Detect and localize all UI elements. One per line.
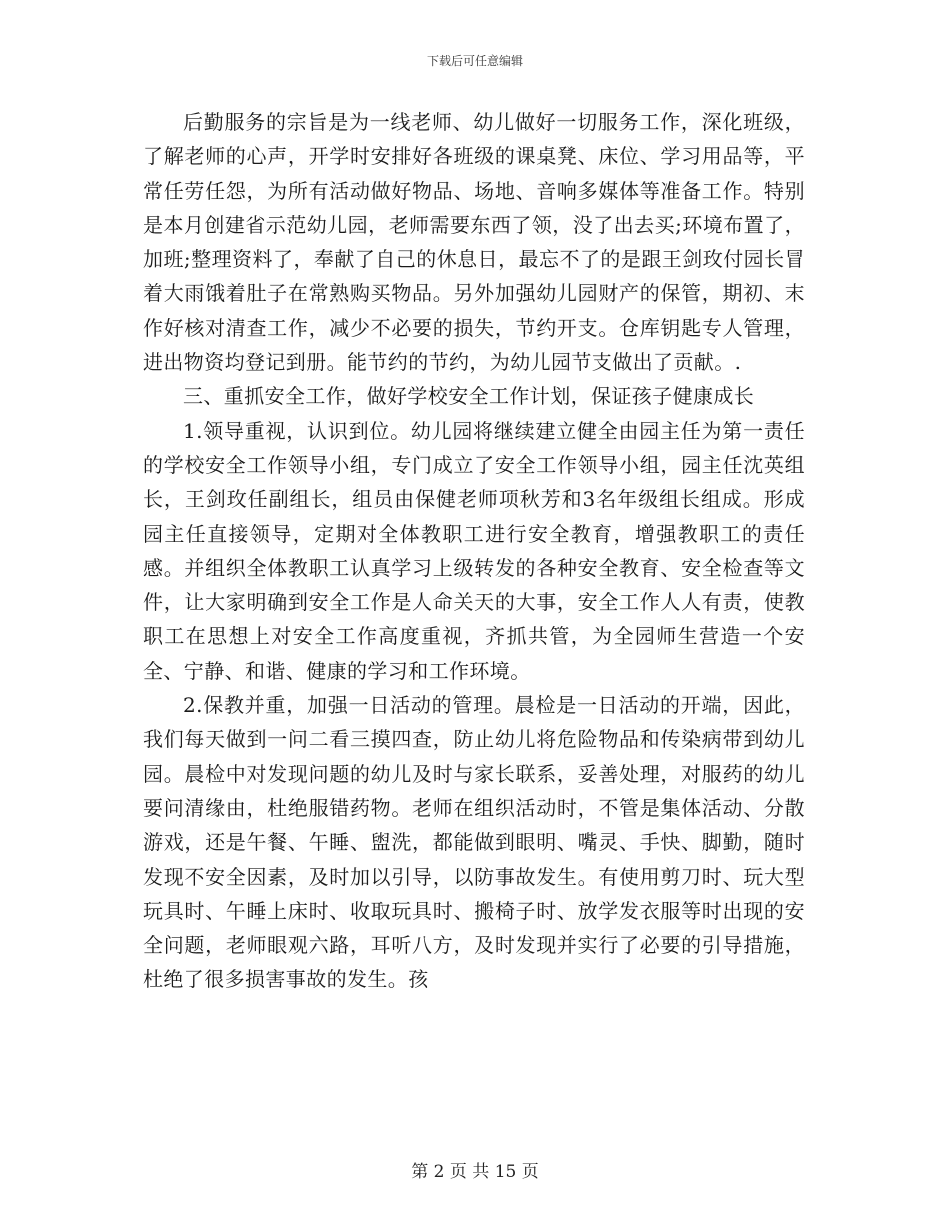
section-heading-safety: 三、重抓安全工作，做好学校安全工作计划，保证孩子健康成长: [183, 384, 755, 409]
header-note: 下载后可任意编辑: [426, 54, 523, 68]
page-number: 第 2 页 共 15 页: [411, 1162, 539, 1182]
document-body: [143, 105, 805, 997]
paragraph-logistics: 后勤服务的宗旨是为一线老师、幼儿做好一切服务工作，深化班级，了解老师的心声，开学时安排好各班级的课桌凳、床位、学习用品等，平常任劳任怨，为所有活动做好物品、场地、音响多媒体等准备工作。特别是本月创建省示范幼儿园，老师需要东西了领，没了出去买;环境布置了，加班;整理资料了，奉献了自己的休息日，最忘不了的是跟王剑玫付园长冒着大雨饿着肚子在常熟购买物品。另外加强幼儿园财产的保管，期初、末作好核对清查工作，减少不必要的损失，节约开支。仓库钥匙专人管理，进出物资均登记到册。能节约的节约，为幼儿园节支做出了贡献。.: [143, 110, 805, 375]
paragraph-leadership: 1.领导重视，认识到位。幼儿园将继续建立健全由园主任为第一责任的学校安全工作领导小组，专门成立了安全工作领导小组，园主任沈英组长，王剑玫任副组长，组员由保健老师项秋芳和3名年级组长组成。形成园主任直接领导，定期对全体教职工进行安全教育，增强教职工的责任感。并组织全体教职工认真学习上级转发的各种安全教育、安全检查等文件，让大家明确到安全工作是人命关天的大事，安全工作人人有责，使教职工在思想上对安全工作高度重视，齐抓共管，为全园师生营造一个安全、宁静、和谐、健康的学习和工作环境。: [143, 418, 805, 683]
paragraph-daily-activities: 2.保教并重，加强一日活动的管理。晨检是一日活动的开端，因此，我们每天做到一问二看三摸四查，防止幼儿将危险物品和传染病带到幼儿园。晨检中对发现问题的幼儿及时与家长联系，妥善处理，对服药的幼儿要问清缘由，杜绝服错药物。老师在组织活动时，不管是集体活动、分散游戏，还是午餐、午睡、盥洗，都能做到眼明、嘴灵、手快、脚勤，随时发现不安全因素，及时加以引导，以防事故发生。有使用剪刀时、玩大型玩具时、午睡上床时、收取玩具时、搬椅子时、放学发衣服等时出现的安全问题，老师眼观六路，耳听八方，及时发现并实行了必要的引导措施，杜绝了很多损害事故的发生。孩: [143, 693, 805, 992]
